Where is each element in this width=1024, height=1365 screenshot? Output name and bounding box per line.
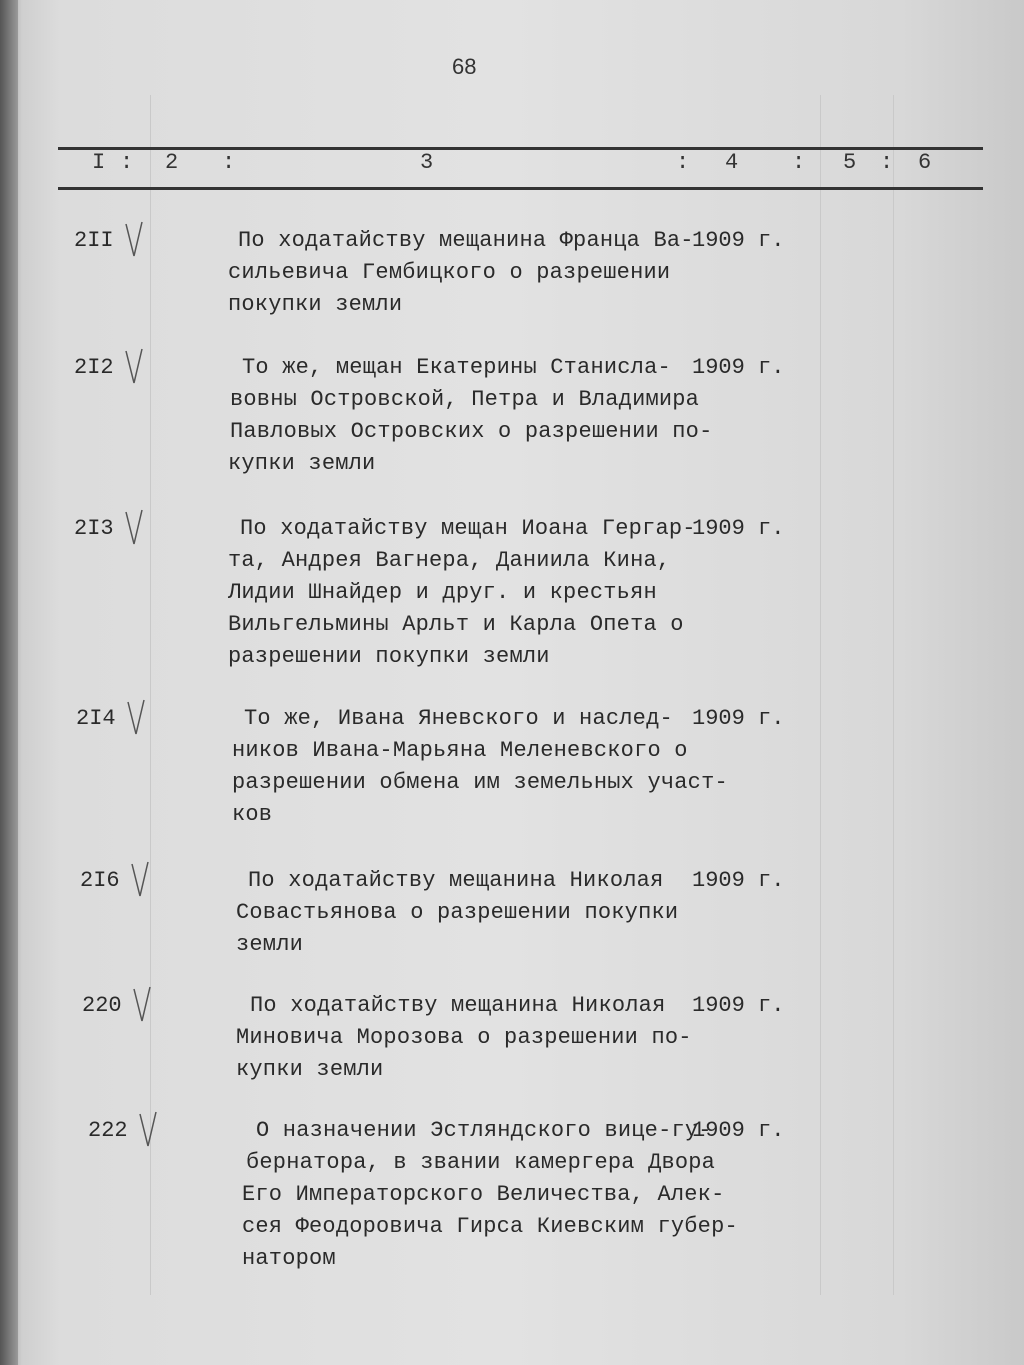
entry-text-line: По ходатайству мещанина Франца Ва- (238, 228, 694, 253)
column-number: 5 (843, 150, 857, 175)
entry-text-line: То же, Ивана Яневского и наслед- (244, 706, 673, 731)
header-rule-bottom (58, 187, 983, 190)
entry-text-line: купки земли (236, 1057, 384, 1082)
checkmark-icon (122, 220, 152, 260)
entry-year: 1909 г. (692, 516, 785, 541)
page-binding (0, 0, 18, 1365)
entry-text-line: Вильгельмины Арльт и Карла Опета о (228, 612, 684, 637)
column-number: : (120, 150, 134, 175)
entry-text-line: Лидии Шнайдер и друг. и крестьян (228, 580, 657, 605)
checkmark-icon (124, 698, 154, 738)
ghost-column-line (893, 95, 894, 1295)
entry-text-line: То же, мещан Екатерины Станисла- (242, 355, 671, 380)
entry-text-line: Совастьянова о разрешении покупки (236, 900, 679, 925)
entry-text-line: Павловых Островских о разрешении по- (230, 419, 713, 444)
entry-number: 2I3 (74, 516, 114, 541)
column-number: : (676, 150, 690, 175)
entry-year: 1909 г. (692, 228, 785, 253)
entry-text-line: та, Андрея Вагнера, Даниила Кина, (228, 548, 671, 573)
entry-text-line: сея Феодоровича Гирса Киевским губер- (242, 1214, 738, 1239)
entry-text-line: разрешении обмена им земельных участ- (232, 770, 728, 795)
entry-text-line: натором (242, 1246, 336, 1271)
entry-number: 2I4 (76, 706, 116, 731)
entry-text-line: купки земли (228, 451, 376, 476)
entry-year: 1909 г. (692, 1118, 785, 1143)
page-number: 68 (452, 54, 477, 79)
column-number: 3 (420, 150, 434, 175)
ghost-column-line (820, 95, 821, 1295)
checkmark-icon (122, 508, 152, 548)
entry-text-line: сильевича Гембицкого о разрешении (228, 260, 671, 285)
entry-text-line: Миновича Морозова о разрешении по- (236, 1025, 692, 1050)
checkmark-icon (128, 860, 158, 900)
entry-text-line: ков (232, 802, 273, 827)
entry-year: 1909 г. (692, 706, 785, 731)
checkmark-icon (130, 985, 160, 1025)
column-number: : (792, 150, 806, 175)
entry-number: 222 (88, 1118, 128, 1143)
entry-year: 1909 г. (692, 355, 785, 380)
entry-text-line: По ходатайству мещанина Николая (250, 993, 666, 1018)
entry-text-line: покупки земли (228, 292, 403, 317)
column-number: 4 (725, 150, 739, 175)
entry-text-line: вовны Островской, Петра и Владимира (230, 387, 700, 412)
entry-text-line: ников Ивана-Марьяна Меленевского о (232, 738, 688, 763)
entry-text-line: По ходатайству мещан Иоана Гергар- (240, 516, 696, 541)
entry-text-line: Его Императорского Величества, Алек- (242, 1182, 725, 1207)
entry-text-line: О назначении Эстляндского вице-гу- (256, 1118, 712, 1143)
entry-number: 2II (74, 228, 114, 253)
column-number: : (880, 150, 894, 175)
entry-number: 220 (82, 993, 122, 1018)
entry-text-line: разрешении покупки земли (228, 644, 550, 669)
entry-text-line: По ходатайству мещанина Николая (248, 868, 664, 893)
entry-number: 2I2 (74, 355, 114, 380)
checkmark-icon (136, 1110, 166, 1150)
column-number: 2 (165, 150, 179, 175)
entry-number: 2I6 (80, 868, 120, 893)
entry-year: 1909 г. (692, 868, 785, 893)
checkmark-icon (122, 347, 152, 387)
entry-text-line: земли (236, 932, 304, 957)
column-number: : (222, 150, 236, 175)
column-number: I (92, 150, 106, 175)
entry-year: 1909 г. (692, 993, 785, 1018)
column-number: 6 (918, 150, 932, 175)
entry-text-line: бернатора, в звании камергера Двора (246, 1150, 716, 1175)
